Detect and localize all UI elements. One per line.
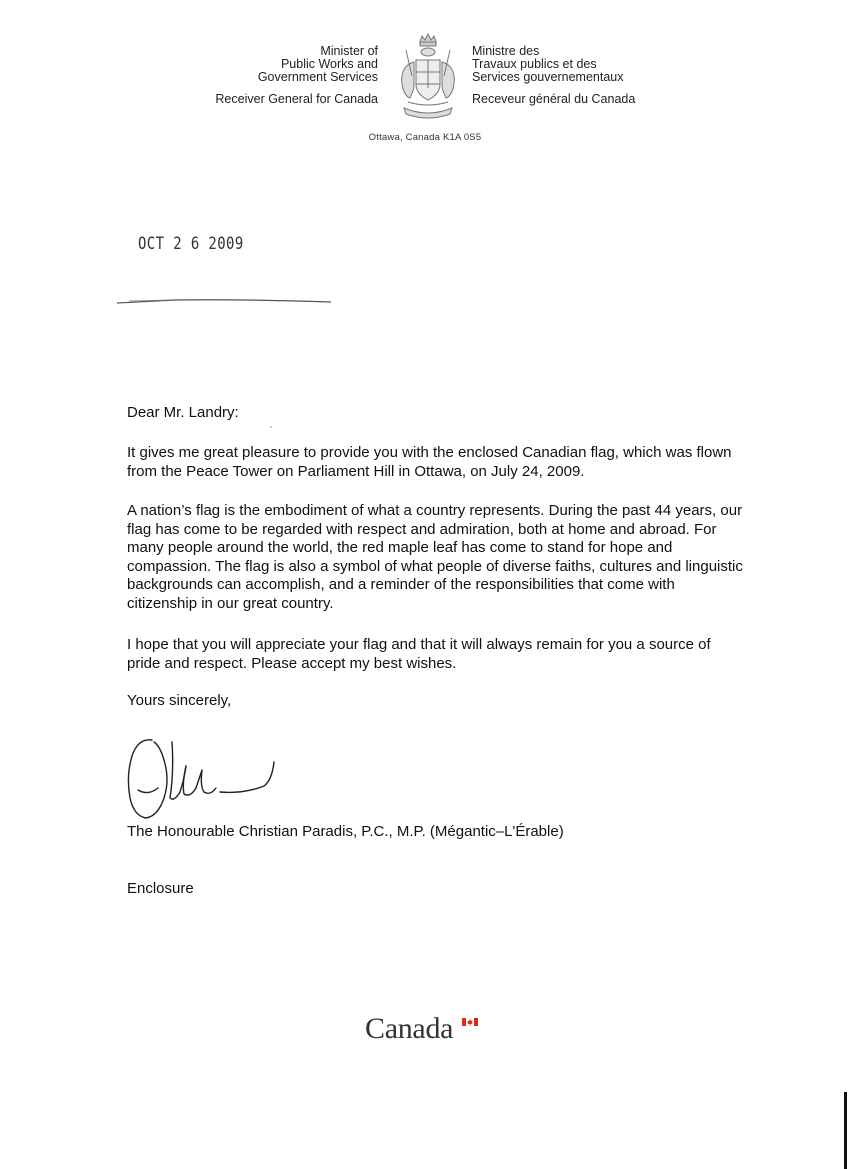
scan-speck xyxy=(270,426,272,428)
canada-flag-icon xyxy=(462,1018,478,1026)
scan-edge-bar xyxy=(844,1092,847,1169)
canada-wordmark xyxy=(365,1012,453,1052)
handwritten-rule-line xyxy=(115,296,335,306)
paragraph-1 xyxy=(127,444,747,481)
letterhead-fr-line-3: Services gouvernementaux xyxy=(472,70,624,84)
letterhead-fr-line-1: Ministre des xyxy=(472,44,540,58)
signature xyxy=(124,732,284,824)
letterhead-fr-receiver-general: Receveur général du Canada xyxy=(472,92,636,106)
signatory: The Honourable Christian Paradis, P.C., M.P. (Mégantic–L'Érable) xyxy=(127,823,564,840)
letterhead-french xyxy=(472,45,732,106)
letterhead-en-line-2: Public Works and xyxy=(280,57,378,71)
letterhead-en-receiver-general: Receiver General for Canada xyxy=(215,92,378,106)
letterhead-address: Ottawa, Canada K1A 0S5 xyxy=(368,132,482,143)
closing: Yours sincerely, xyxy=(127,692,232,709)
date-stamp: OCT 2 6 2009 xyxy=(138,234,244,254)
paragraph-2-text: A nation’s flag is the embodiment of what a country represents. During the past 44 years, our flag has come to be regarded with respect and admiration, both at home and abroad. For many people around the world, the red maple leaf has come to stand for hope and compassion. The flag is also a symbol of what people of diverse faiths, cultures and linguistic backgrounds can accomplish, and a reminder of the responsibilities that come with citizenship in our great country. xyxy=(127,502,743,612)
paragraph-3-text: I hope that you will appreciate your flag and that it will always remain for you a source of pride and respect. Please accept my best wishes. xyxy=(127,636,711,672)
letterhead-en-line-1: Minister of xyxy=(320,44,378,58)
paragraph-2 xyxy=(127,502,747,613)
paragraph-3 xyxy=(127,636,747,673)
letterhead-english xyxy=(160,45,378,106)
letterhead-en-line-3: Government Services xyxy=(257,70,378,84)
enclosure-note: Enclosure xyxy=(127,880,194,897)
salutation: Dear Mr. Landry: xyxy=(127,404,239,421)
coat-of-arms-icon xyxy=(392,32,464,120)
paragraph-1-text: It gives me great pleasure to provide you with the enclosed Canadian flag, which was flown from the Peace Tower on Parliament Hill in Ottawa, on July 24, 2009. xyxy=(127,444,732,480)
canada-wordmark-text: Canada xyxy=(365,1012,454,1045)
letterhead-fr-line-2: Travaux publics et des xyxy=(472,57,597,71)
